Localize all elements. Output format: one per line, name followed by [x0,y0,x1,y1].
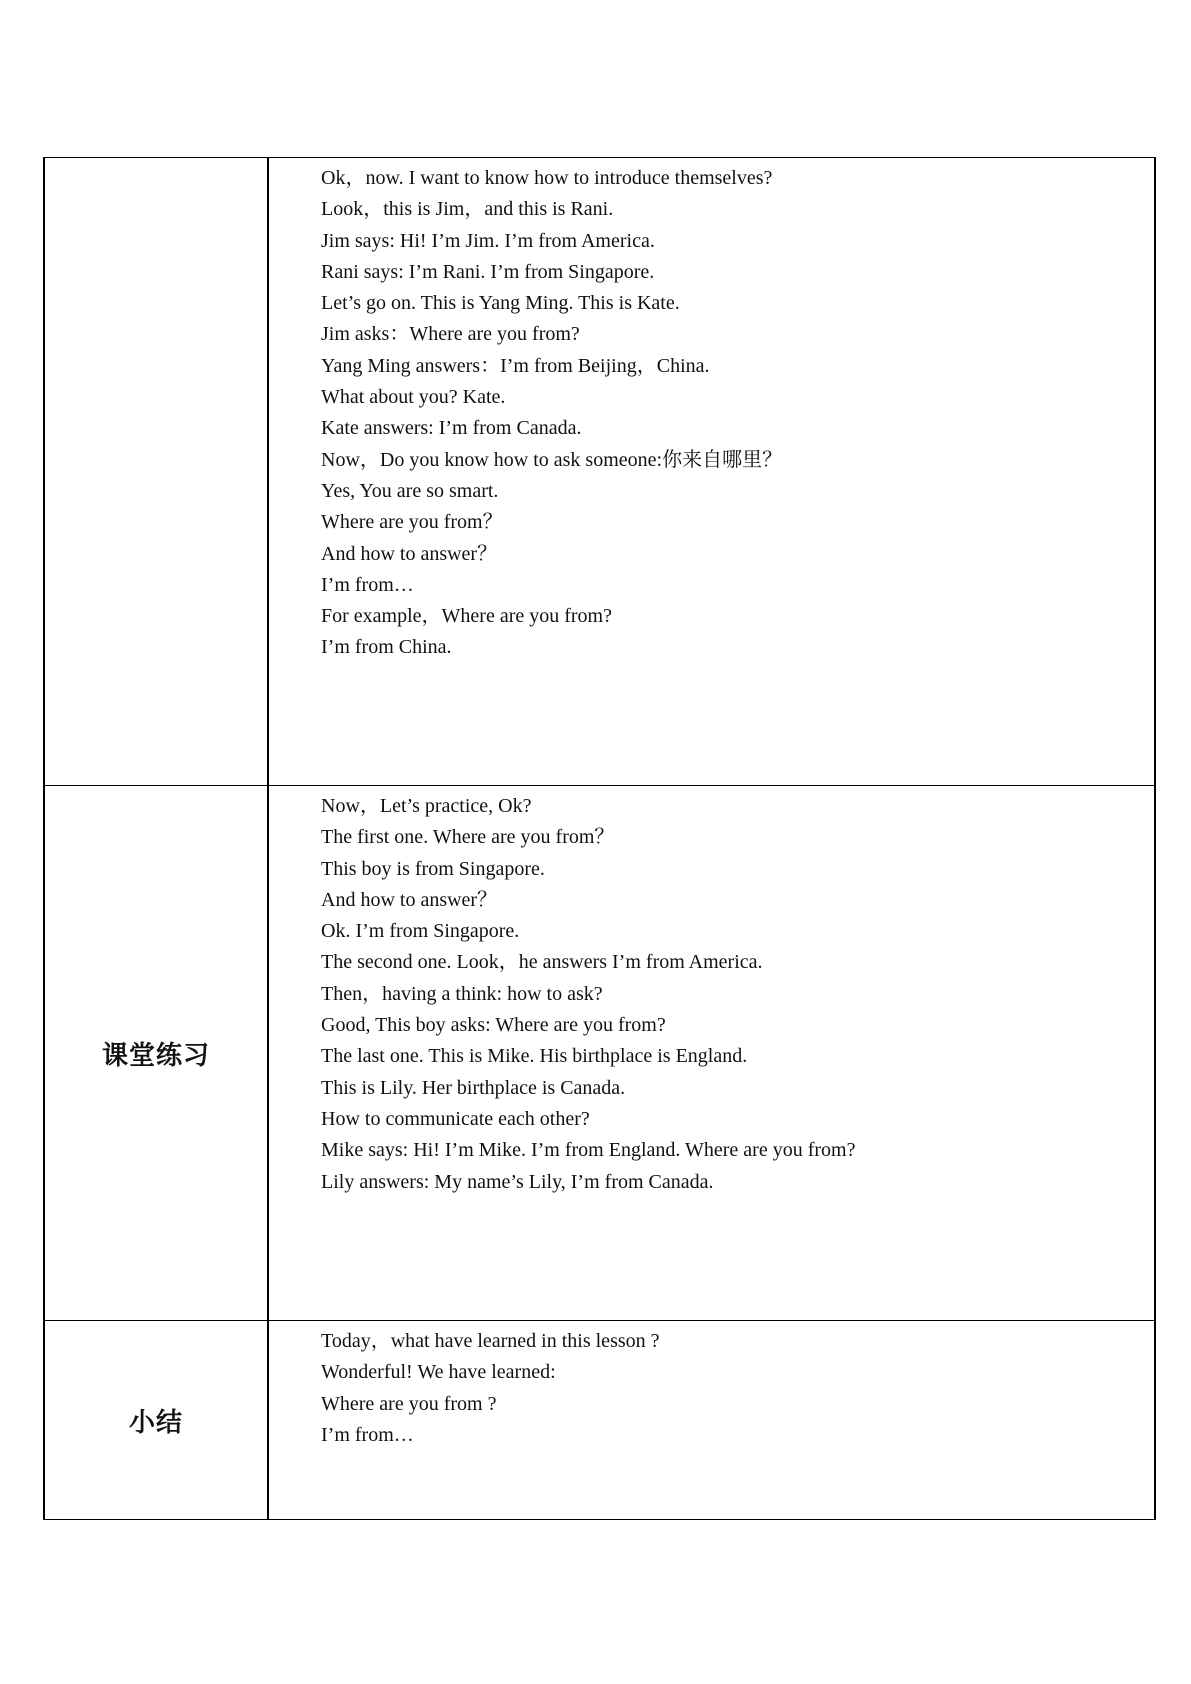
text-line: Ok. I’m from Singapore. [321,920,520,943]
section-content-cell [268,1321,1155,1520]
table-row-introduction [44,158,1155,786]
text-line: What about you? Kate. [321,386,506,409]
text-line: Lily answers: My name’s Lily, I’m from Canada. [321,1170,714,1193]
lesson-plan-table [43,157,1156,1520]
text-line: I’m from… [321,1423,414,1446]
dialogue-lines [269,1321,1154,1451]
text-line: Good, This boy asks: Where are you from? [321,1014,666,1037]
text-line: This is Lily. Her birthplace is Canada. [321,1076,626,1099]
text-line: Mike says: Hi! I’m Mike. I’m from England. Where are you from? [321,1139,856,1162]
text-line: Where are you from ? [321,1392,497,1415]
section-content-cell [268,158,1155,786]
text-line: The last one. This is Mike. His birthplace is England. [321,1045,748,1068]
text-line: Now，Do you know how to ask someone:你来自哪里？ [321,448,783,471]
text-line: Yes, You are so smart. [321,479,499,502]
dialogue-lines [269,158,1154,664]
section-label: 课堂练习 [101,1040,210,1071]
section-label-cell [44,158,268,786]
text-line: Now，Let’s practice, Ok? [321,795,532,817]
text-line: Rani says: I’m Rani. I’m from Singapore. [321,260,655,283]
text-line: This boy is from Singapore. [321,857,545,880]
section-label-cell [44,1321,268,1520]
text-line: Then，having a think: how to ask? [321,982,603,1005]
text-line: Today，what have learned in this lesson ? [321,1330,660,1352]
text-line: Let’s go on. This is Yang Ming. This is Kate. [321,292,680,315]
text-line: For example，Where are you from? [321,605,612,628]
text-line: And how to answer？ [321,542,498,565]
text-line: Look，this is Jim，and this is Rani. [321,198,614,221]
text-line: I’m from China. [321,636,452,659]
dialogue-lines [269,786,1154,1198]
text-line: Kate answers: I’m from Canada. [321,417,582,440]
text-line: I’m from… [321,573,414,596]
text-line: The second one. Look，he answers I’m from America. [321,951,763,974]
section-content-cell [268,786,1155,1321]
text-line: Ok，now. I want to know how to introduce themselves? [321,167,773,189]
text-line: Jim says: Hi! I’m Jim. I’m from America. [321,229,655,252]
section-label: 小结 [128,1407,183,1438]
text-line: Yang Ming answers：I’m from Beijing，China. [321,354,710,377]
text-line: Jim asks：Where are you from? [321,323,580,346]
text-line: How to communicate each other? [321,1107,590,1130]
section-label-cell [44,786,268,1321]
table-row-summary [44,1321,1155,1520]
text-line: Wonderful! We have learned: [321,1361,556,1384]
text-line: And how to answer？ [321,888,498,911]
table-row-practice [44,786,1155,1321]
text-line: Where are you from？ [321,511,503,534]
text-line: The first one. Where are you from？ [321,826,615,849]
